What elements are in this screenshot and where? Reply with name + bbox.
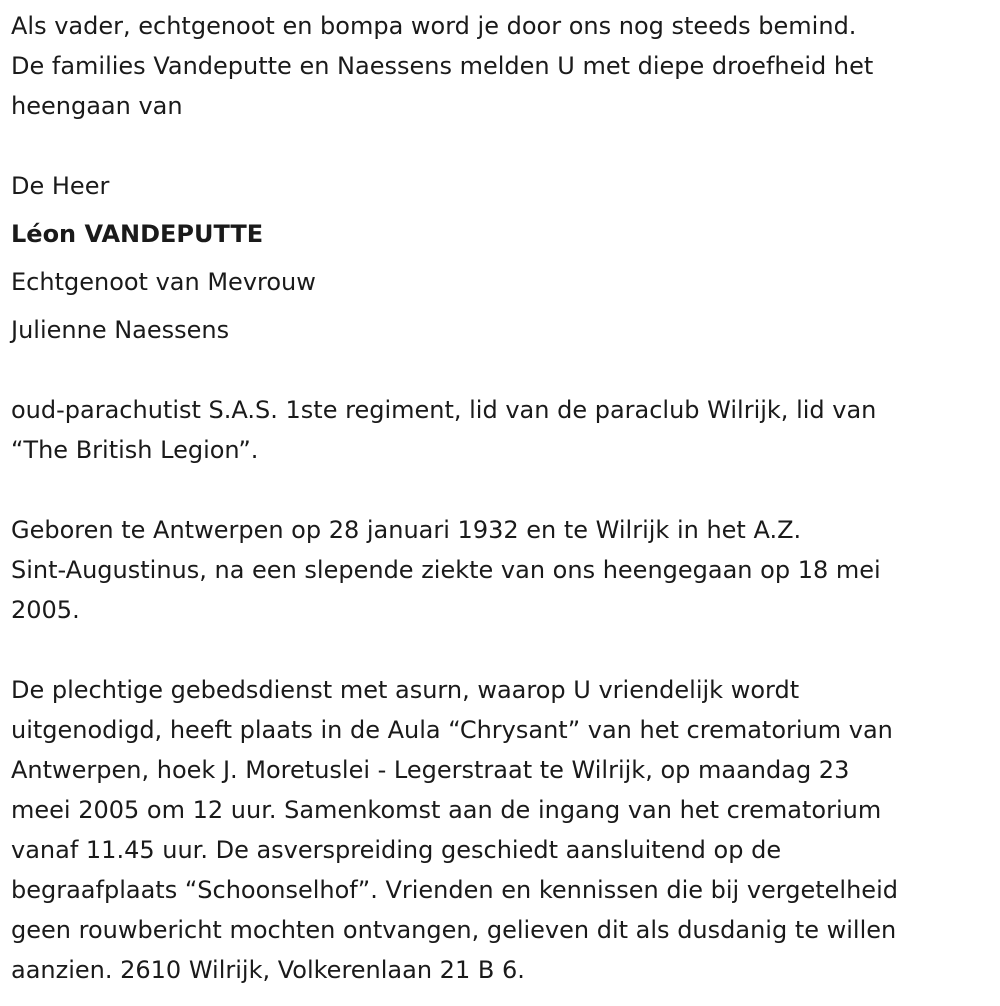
birth-death-paragraph — [11, 510, 881, 630]
text-line: De families Vandeputte en Naessens melden U met diepe droefheid het — [11, 52, 874, 80]
spouse-name: Julienne Naessens — [11, 316, 230, 344]
text-line: De plechtige gebedsdienst met asurn, waarop U vriendelijk wordt — [11, 676, 800, 704]
salutation: De Heer — [11, 172, 110, 200]
deceased-name-block — [11, 166, 316, 358]
text-line: Sint-Augustinus, na een slepende ziekte van ons heengegaan op 18 mei — [11, 556, 881, 584]
text-line: geen rouwbericht mochten ontvangen, gelieven dit als dusdanig te willen — [11, 916, 897, 944]
text-line: “The British Legion”. — [11, 436, 259, 464]
career-paragraph — [11, 390, 876, 470]
text-line: aanzien. 2610 Wilrijk, Volkerenlaan 21 B 6. — [11, 956, 525, 984]
text-line: vanaf 11.45 uur. De asverspreiding geschiedt aansluitend op de — [11, 836, 782, 864]
text-line: Geboren te Antwerpen op 28 januari 1932 en te Wilrijk in het A.Z. — [11, 516, 802, 544]
spouse-line: Echtgenoot van Mevrouw — [11, 268, 316, 296]
deceased-name: Léon VANDEPUTTE — [11, 220, 264, 248]
text-line: uitgenodigd, heeft plaats in de Aula “Chrysant” van het crematorium van — [11, 716, 893, 744]
text-line: heengaan van — [11, 92, 183, 120]
text-line: Antwerpen, hoek J. Moretuslei - Legerstraat te Wilrijk, op maandag 23 — [11, 756, 850, 784]
text-line: meei 2005 om 12 uur. Samenkomst aan de ingang van het crematorium — [11, 796, 882, 824]
text-line: oud-parachutist S.A.S. 1ste regiment, lid van de paraclub Wilrijk, lid van — [11, 396, 877, 424]
text-line: 2005. — [11, 596, 80, 624]
text-line: begraafplaats “Schoonselhof”. Vrienden en kennissen die bij vergetelheid — [11, 876, 898, 904]
text-line: Als vader, echtgenoot en bompa word je door ons nog steeds bemind. — [11, 12, 857, 40]
ceremony-paragraph — [11, 670, 898, 990]
intro-paragraph — [11, 6, 873, 126]
